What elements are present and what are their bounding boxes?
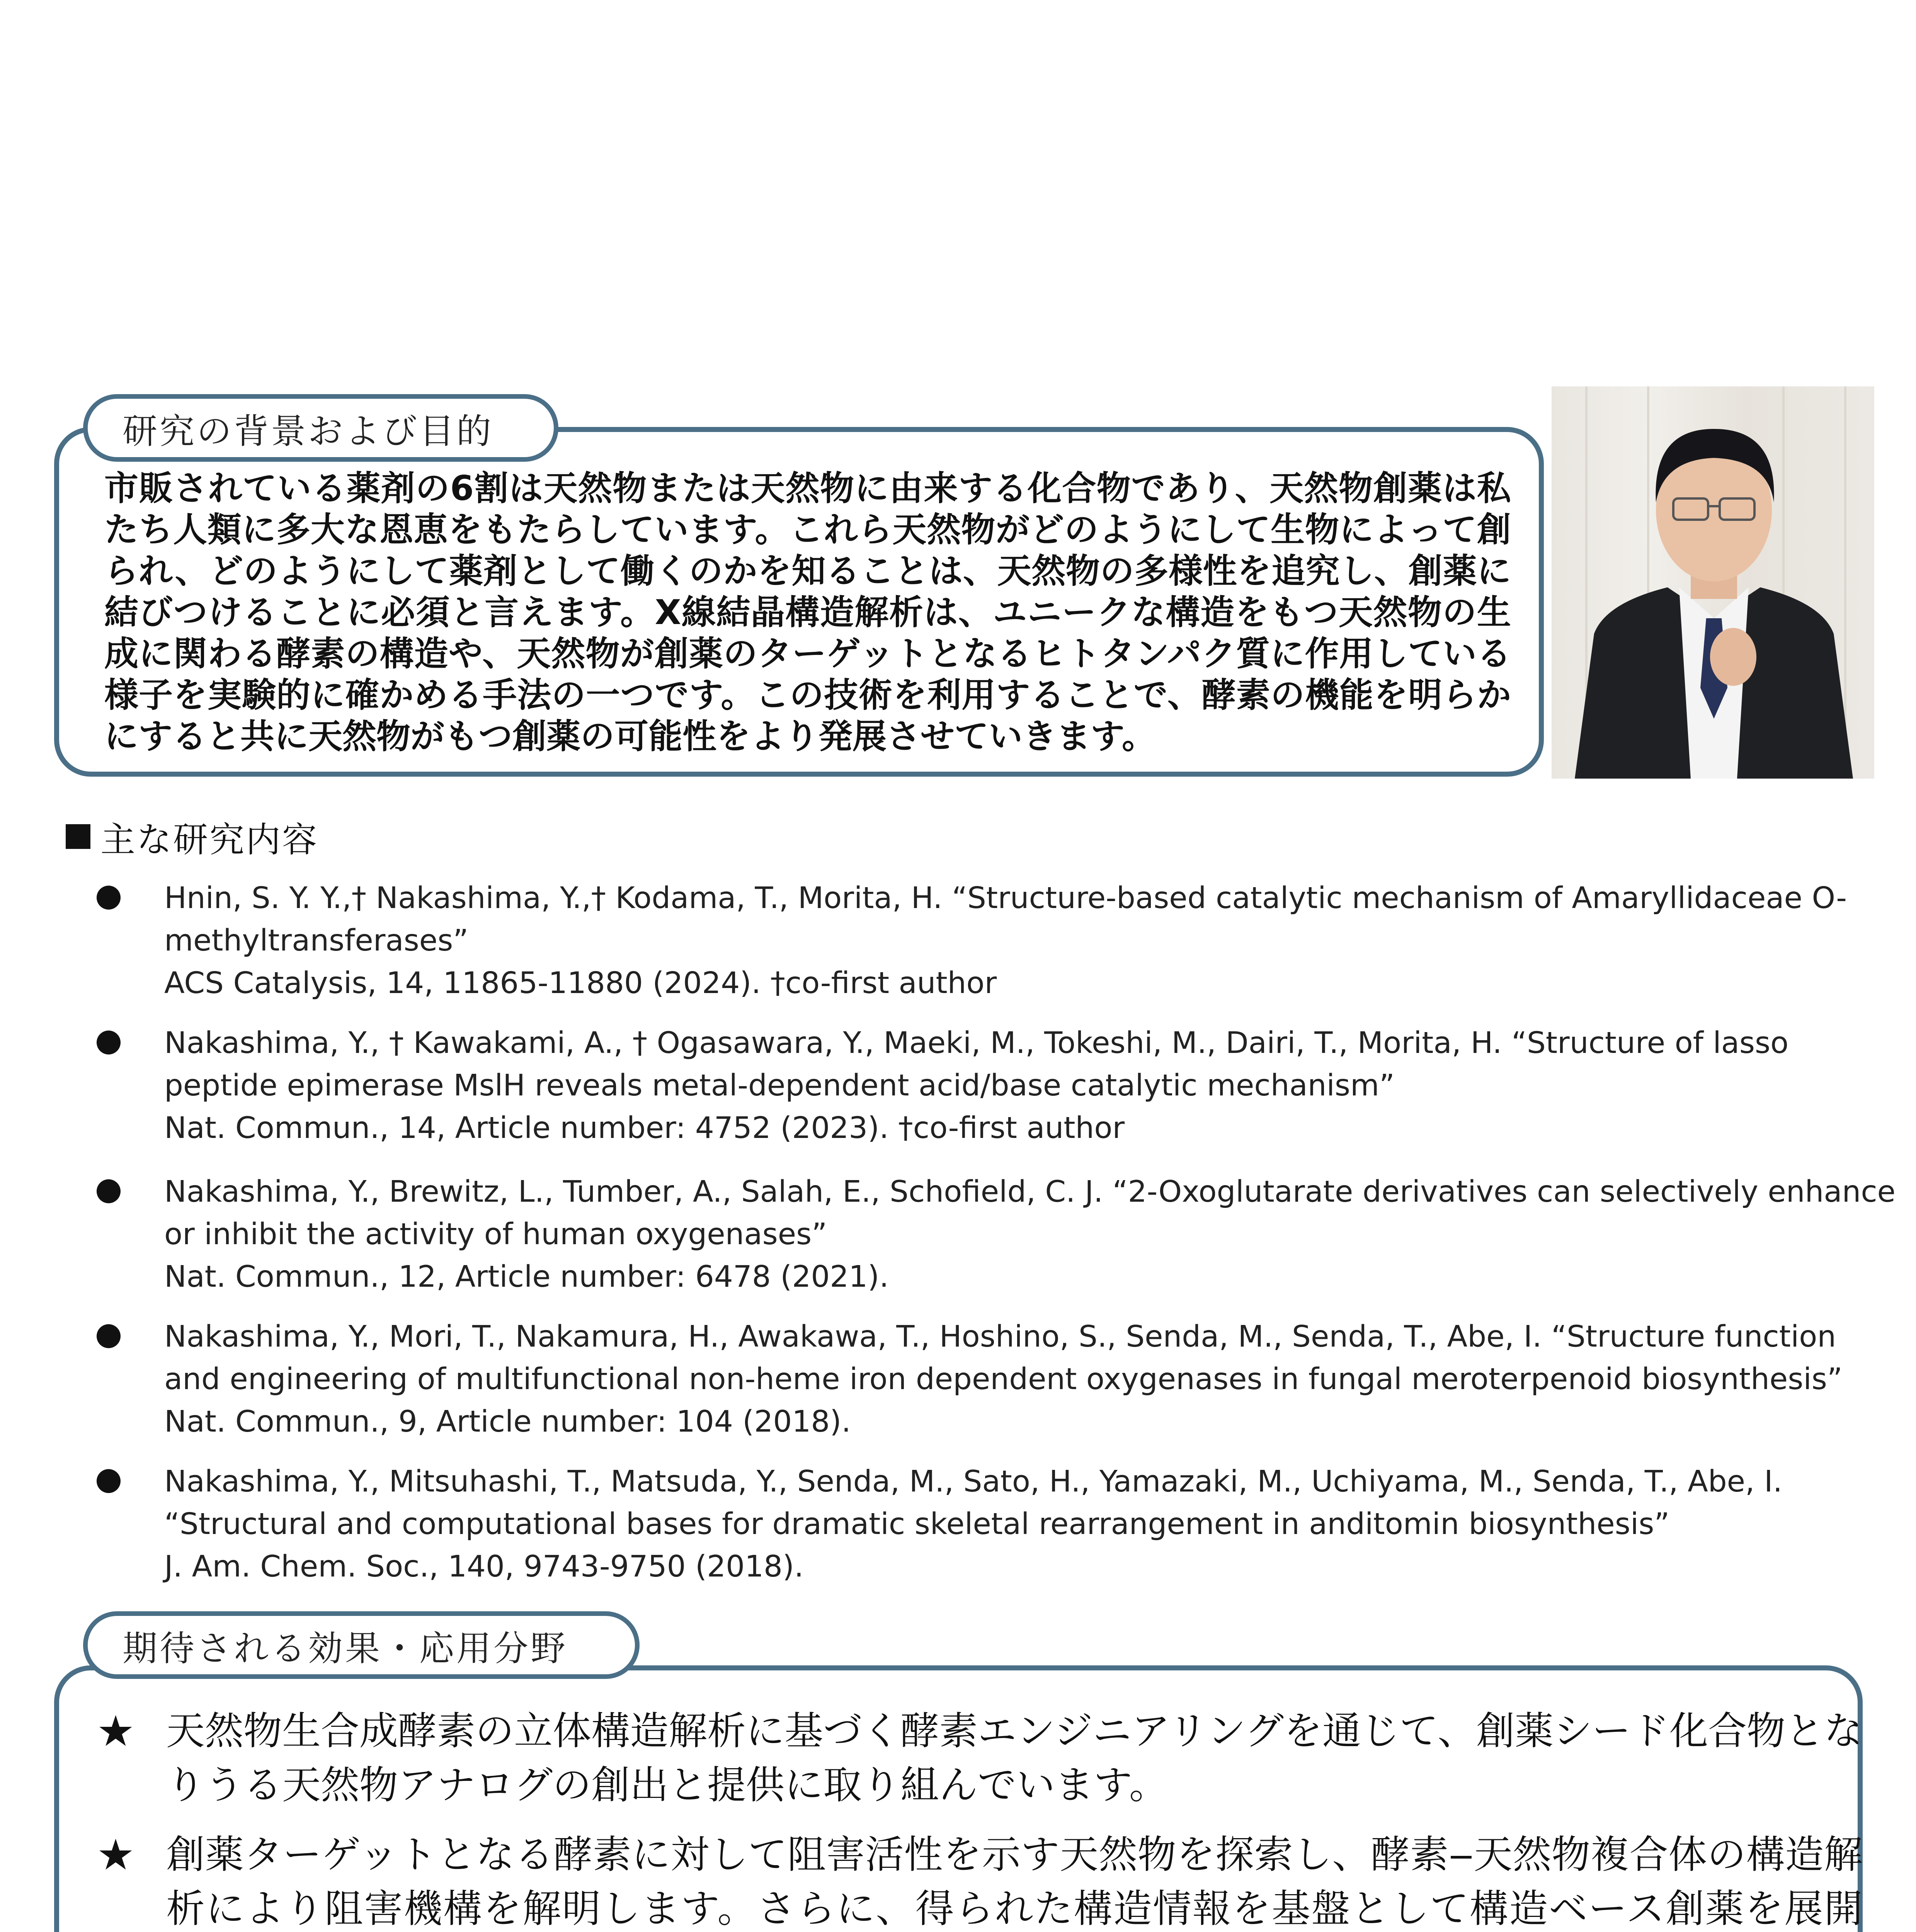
bullet-icon: [97, 886, 121, 910]
reference-line: ACS Catalysis, 14, 11865-11880 (2024). †co-first author: [164, 966, 997, 1000]
reference-text: [164, 1316, 1884, 1443]
reference-text: [164, 1022, 1884, 1150]
portrait-illustration: [1552, 386, 1874, 779]
reference-line: and engineering of multifunctional non-heme iron dependent oxygenases in fungal meroterpenoid biosynthesis”: [164, 1362, 1843, 1396]
star-icon: ★: [97, 1706, 135, 1756]
reference-text: [164, 1461, 1884, 1588]
reference-text: [164, 1171, 1896, 1298]
reference-line: Nat. Commun., 14, Article number: 4752 (2023). †co-first author: [164, 1111, 1125, 1145]
bullet-icon: [97, 1324, 121, 1348]
effects-heading: 期待される効果・応用分野: [83, 1611, 640, 1679]
bullet-icon: [97, 1179, 121, 1203]
main-research-heading-text: 主な研究内容: [100, 820, 318, 860]
reference-line: Nakashima, Y., † Kawakami, A., † Ogasawara, Y., Maeki, M., Tokeshi, M., Dairi, T., Morita, H. “Structure of lasso: [164, 1026, 1789, 1060]
star-icon: ★: [97, 1830, 135, 1879]
background-heading: 研究の背景および目的: [83, 394, 558, 462]
reference-line: Nakashima, Y., Mitsuhashi, T., Matsuda, Y., Senda, M., Sato, H., Yamazaki, M., Uchiyama, M., Senda, T., Abe, I.: [164, 1464, 1783, 1499]
reference-line: Nakashima, Y., Mori, T., Nakamura, H., Awakawa, T., Hoshino, S., Senda, M., Senda, T., Abe, I. “Structure function: [164, 1320, 1836, 1354]
reference-line: J. Am. Chem. Soc., 140, 9743-9750 (2018).: [164, 1549, 804, 1584]
effects-item-text: 創薬ターゲットとなる酵素に対して阻害活性を示す天然物を探索し、酵素‒天然物複合体の構造解析により阻害機構を解明します。さらに、得られた構造情報を基盤として構造ベース創薬を展開: [166, 1832, 1863, 1931]
main-research-heading: [66, 813, 318, 860]
reference-line: Hnin, S. Y. Y.,† Nakashima, Y.,† Kodama, T., Morita, H. “Structure-based catalytic mechanism of Amaryllidaceae O-: [164, 881, 1847, 915]
square-bullet-icon: [66, 824, 90, 849]
reference-line: or inhibit the activity of human oxygenases”: [164, 1217, 827, 1252]
reference-line: Nakashima, Y., Brewitz, L., Tumber, A., Salah, E., Schofield, C. J. “2-Oxoglutarate derivatives can selectively enhance: [164, 1175, 1896, 1209]
bullet-icon: [97, 1469, 121, 1493]
bullet-icon: [97, 1031, 121, 1054]
reference-line: Nat. Commun., 9, Article number: 104 (2018).: [164, 1405, 851, 1439]
reference-line: Nat. Commun., 12, Article number: 6478 (2021).: [164, 1260, 889, 1294]
reference-text: [164, 877, 1884, 1005]
background-text: 市販されている薬剤の6割は天然物または天然物に由来する化合物であり、天然物創薬は私たち人類に多大な恩恵をもたらしています。これら天然物がどのようにして生物によって創られ、どのようにして薬剤として働くのかを知ることは、天然物の多様性を追究し、創薬に結びつけることに必須と言えます。X線結晶構造解析は、ユニークな構造をもつ天然物の生成に関わる酵素の構造や、天然物が創薬のターゲットとなるヒトタンパク質に作用している様子を実験的に確かめる手法の一つです。この技術を利用することで、酵素の機能を明らかにすると共に天然物がもつ創薬の可能性をより発展させていきます。: [104, 468, 1511, 756]
reference-line: “Structural and computational bases for dramatic skeletal rearrangement in anditomin biosynthesis”: [164, 1507, 1670, 1541]
effects-item-text: 天然物生合成酵素の立体構造解析に基づく酵素エンジニアリングを通じて、創薬シード化合物となりうる天然物アナログの創出と提供に取り組んでいます。: [166, 1708, 1863, 1808]
reference-line: peptide epimerase MslH reveals metal-dependent acid/base catalytic mechanism”: [164, 1068, 1395, 1103]
reference-line: methyltransferases”: [164, 923, 469, 958]
researcher-portrait: [1552, 386, 1874, 779]
